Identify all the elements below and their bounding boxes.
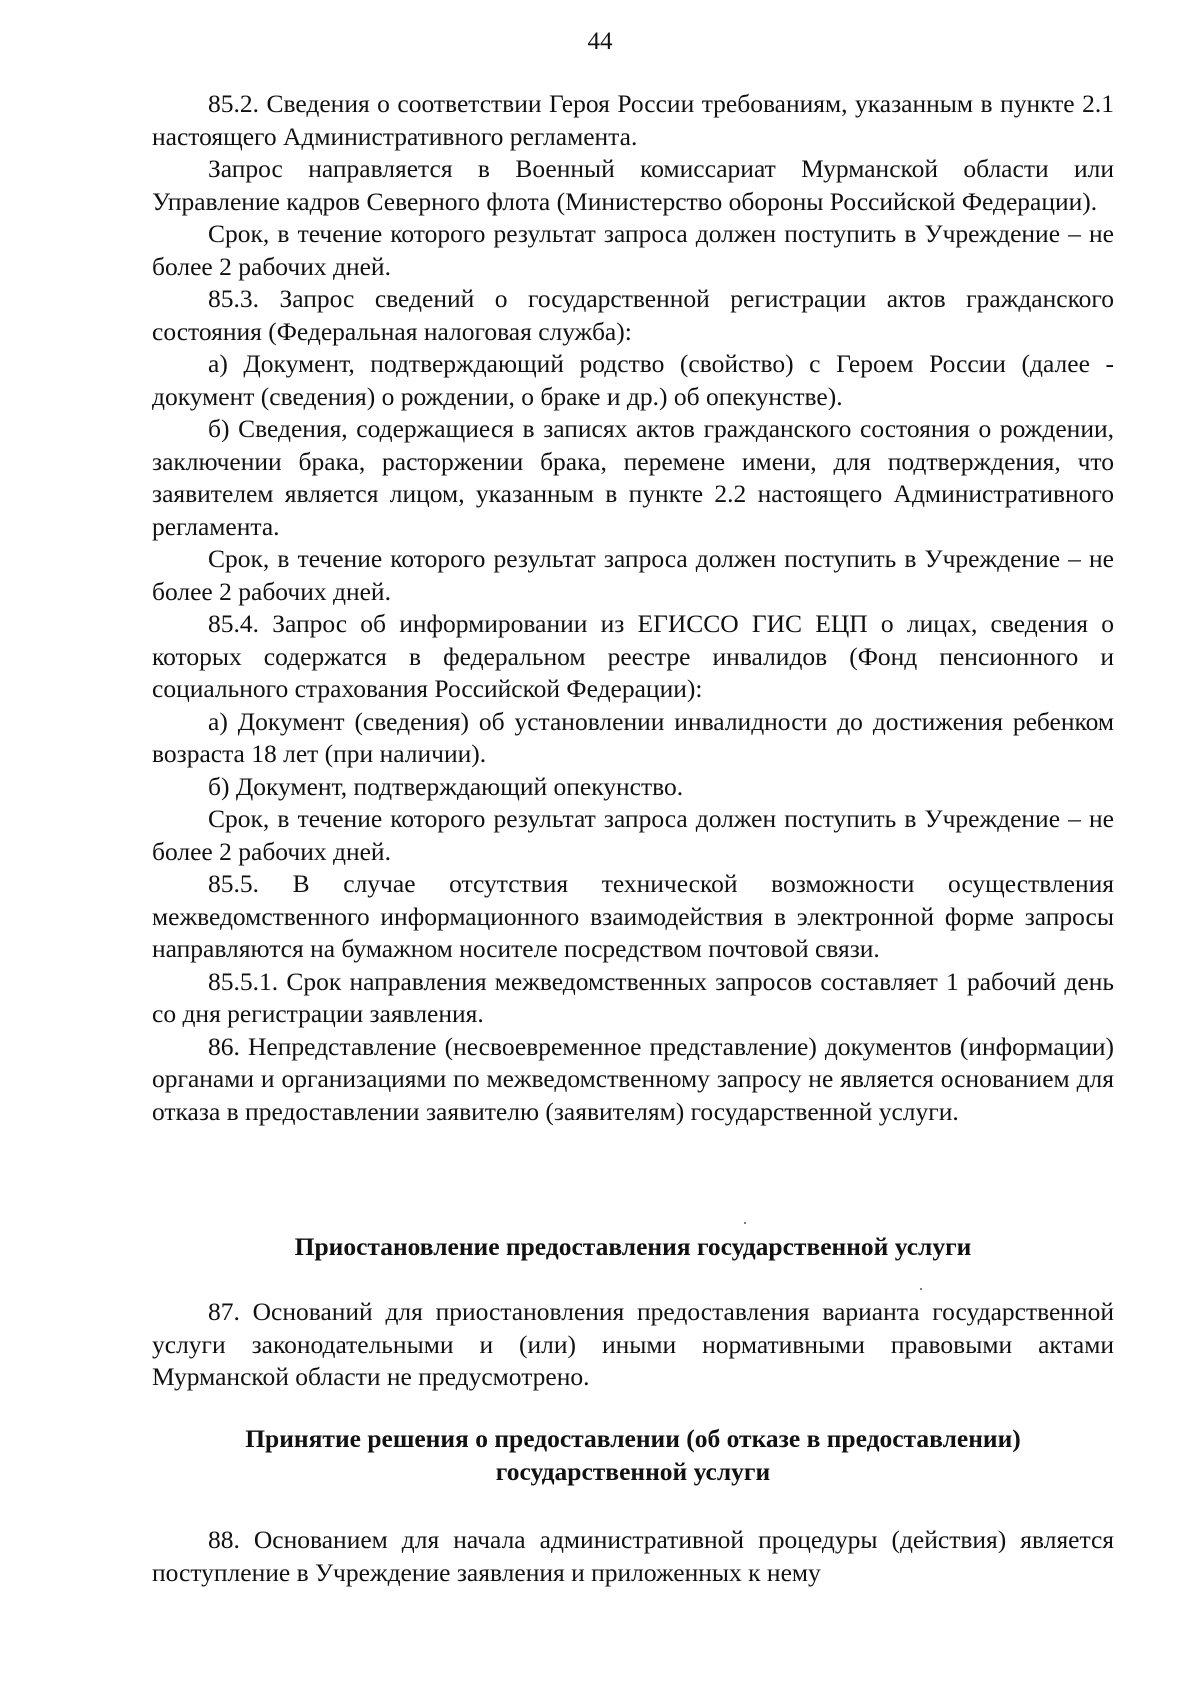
section-suspension-body [152,1296,1114,1394]
paragraph-85-3-b: б) Сведения, содержащиеся в записях актов гражданского состояния о рождении, заключении брака, расторжении брака, перемене имени, для подтверждения, что заявителем является лицом, указанным в пункте 2.2 настоящего Административного регламента. [152,414,1114,541]
paragraph-85-2: 85.2. Сведения о соответствии Героя России требованиям, указанным в пункте 2.1 настоящего Административного регламента. [152,89,1114,151]
paragraph-85-4-a: а) Документ (сведения) об установлении инвалидности до достижения ребенком возраста 18 лет (при наличии). [152,706,1114,768]
paragraph-85-4-b: б) Документ, подтверждающий опекунство. [208,771,684,801]
section-decision-body [152,1524,1114,1589]
section-heading-decision: Принятие решения о предоставлении (об отказе в предоставлении) государственной услуги [245,1424,1021,1486]
paragraph-85-5-1: 85.5.1. Срок направления межведомственных запросов составляет 1 рабочий день со дня регистрации заявления. [152,966,1114,1028]
paragraph-86: 86. Непредставление (несвоевременное представление) документов (информации) органами и организациями по межведомственному запросу не является основанием для отказа в предоставлении заявителю (заявителям) государственной услуги. [152,1031,1114,1126]
paragraph-85-3: 85.3. Запрос сведений о государственной регистрации актов гражданского состояния (Федеральная налоговая служба): [152,284,1114,346]
paragraph-deadline-2: Срок, в течение которого результат запроса должен поступить в Учреждение – не более 2 рабочих дней. [152,544,1114,606]
paragraph-deadline-1: Срок, в течение которого результат запроса должен поступить в Учреждение – не более 2 рабочих дней. [152,219,1114,281]
paragraph-88: 88. Основанием для начала административной процедуры (действия) является поступление в Учреждение заявления и приложенных к нему [152,1525,1114,1587]
scan-speck [744,1222,746,1224]
scan-speck [920,1288,922,1290]
paragraph-85-4: 85.4. Запрос об информировании из ЕГИССО ГИС ЕЦП о лицах, сведения о которых содержатся в федеральном реестре инвалидов (Фонд пенсионного и социального страхования Российской Федерации): [152,609,1114,703]
paragraph-85-5: 85.5. В случае отсутствия технической возможности осуществления межведомственного информационного взаимодействия в электронной форме запросы направляются на бумажном носителе посредством почтовой связи. [152,869,1114,963]
paragraph-87: 87. Оснований для приостановления предоставления варианта государственной услуги законодательными и (или) иными нормативными правовыми актами Мурманской области не предусмотрено. [152,1297,1114,1391]
section-heading-suspension: Приостановление предоставления государственной услуги [294,1232,972,1261]
paragraph-request-military: Запрос направляется в Военный комиссариат Мурманской области или Управление кадров Северного флота (Министерство обороны Российской Федерации). [152,154,1114,216]
paragraph-deadline-3: Срок, в течение которого результат запроса должен поступить в Учреждение – не более 2 рабочих дней. [152,804,1114,866]
paragraph-85-3-a: а) Документ, подтверждающий родство (свойство) с Героем России (далее - документ (сведения) о рождении, о браке и др.) об опекунстве). [152,349,1114,411]
document-body [152,88,1114,1128]
page-number: 44 [587,28,613,55]
